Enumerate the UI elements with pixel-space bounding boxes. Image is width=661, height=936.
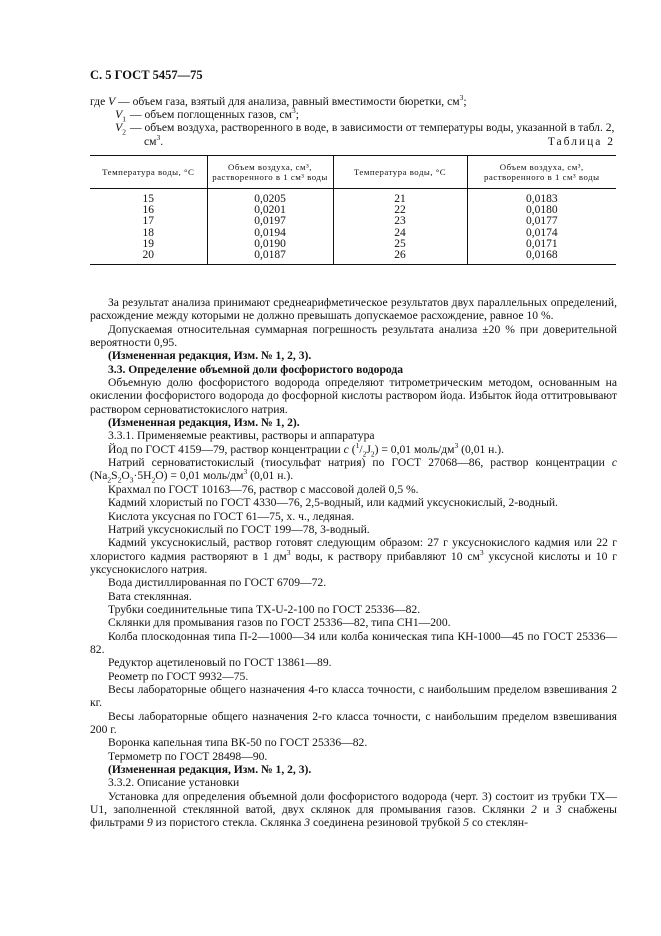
paragraph: Крахмал по ГОСТ 10163—76, раствор с массовой долей 0,5 %. — [108, 482, 419, 496]
definition-v1: $V_1$ — объем поглощенных газов, $см^3$; — [115, 106, 299, 124]
temperature-cell: 26 — [333, 250, 467, 265]
paragraph: Вода дистиллированная по ГОСТ 6709—72. — [108, 576, 327, 590]
temperature-cell: 15 — [142, 193, 154, 205]
header-air-volume: Объем воздуха, см³, растворенного в 1 см³ воды — [207, 156, 333, 189]
temperature-cell: 16 — [142, 204, 154, 217]
paragraph: Йод по ГОСТ 4159—79, раствор концентрации c $(^1/_2J_2) = 0,01$ моль/$дм^3$ (0,01 н.). — [108, 440, 505, 459]
air-volume-table — [90, 155, 616, 265]
table-row — [90, 189, 616, 206]
definition-v — [90, 95, 618, 108]
air-volume-cell: 0,0171 — [467, 239, 616, 250]
paragraph: Допускаемая относительная суммарная погрешность результата анализа ±20 % при доверительной вероятности 0,95. — [90, 322, 617, 350]
temperature-cell: 18 — [142, 226, 154, 239]
air-volume-cell: 0,0177 — [467, 216, 616, 227]
temperature-cell: 17 — [142, 215, 154, 228]
document-body — [90, 296, 617, 830]
air-volume-cell: 0,0197 — [207, 216, 333, 227]
amendment-note: (Измененная редакция, Изм. № 1, 2, 3). — [108, 349, 312, 363]
paragraph: Вата стеклянная. — [108, 589, 192, 603]
definition-text: — объем поглощенных газов, $см^3$; — [130, 106, 299, 122]
air-volume-cell: 0,0201 — [207, 205, 333, 216]
subsection-heading: 3.3.1. Применяемые реактивы, растворы и аппаратура — [108, 429, 375, 443]
air-volume-cell: 0,0205 — [207, 189, 333, 206]
temperature-cell: 21 — [333, 189, 467, 206]
air-volume-cell: 0,0174 — [467, 228, 616, 239]
air-volume-cell: 0,0180 — [467, 205, 616, 216]
section-heading: 3.3. Определение объемной доли фосфористого водорода — [108, 362, 404, 376]
air-volume-cell: 0,0168 — [467, 250, 616, 265]
temperature-cell: 19 — [142, 237, 154, 250]
paragraph: Объемную долю фосфористого водорода определяют титрометрическим методом, основанным на окислении фосфористого водорода до фосфорной кислоты раствором йода. Избыток йода оттитровывают раствором серноватистокислого натрия. — [90, 376, 617, 416]
subsection-heading: 3.3.2. Описание установки — [108, 776, 240, 790]
paragraph: Натрий уксуснокислый по ГОСТ 199—78, 3-водный. — [108, 522, 370, 536]
paragraph: Весы лабораторные общего назначения 4-го класса точности, с наибольшим пределом взвешивания 2 кг. — [90, 682, 617, 710]
temperature-cell: 22 — [333, 205, 467, 216]
paragraph: Кислота уксусная по ГОСТ 61—75, х. ч., ледяная. — [108, 509, 355, 523]
table-header-row — [90, 156, 616, 189]
temperature-cell: 23 — [333, 216, 467, 227]
air-volume-cell: 0,0190 — [207, 239, 333, 250]
temperature-cell: 20 — [90, 250, 207, 265]
paragraph: Кадмий уксуснокислый, раствор готовят следующим образом: 27 г уксуснокислого кадмия или 22 г хлористого кадмия растворяют в 1 $дм^3$ воды, к раствору прибавляют 10 $см^3$ уксусной кислоты и 10 г уксуснокислого натрия. — [90, 536, 617, 576]
definition-v2: $V_2$ — объем воздуха, растворенного в воде, в зависимости от температуры воды, указанной в табл. 2, $см^3$. — [115, 121, 615, 148]
air-volume-cell: 0,0183 — [467, 189, 616, 206]
temperature-cell: 25 — [333, 239, 467, 250]
definition-text: — объем воздуха, растворенного в воде, в зависимости от температуры воды, указанной в табл. 2, $см^3$. — [130, 121, 615, 148]
paragraph: За результат анализа принимают среднеарифметическое результатов двух параллельных определений, расхождение между которыми не должно превышать допускаемое расхождение, равное 10 %. — [90, 296, 617, 323]
air-volume-cell: 0,0194 — [207, 228, 333, 239]
variable-definitions — [90, 95, 618, 148]
table-row — [90, 216, 616, 227]
paragraph: Реометр по ГОСТ 9932—75. — [108, 669, 249, 683]
table-caption: Таблица 2 — [547, 136, 615, 148]
paragraph: Воронка капельная типа ВК-50 по ГОСТ 25336—82. — [108, 736, 368, 750]
header-temperature: Температура воды, °С — [333, 156, 467, 189]
table-row — [90, 250, 616, 265]
paragraph: Склянки для промывания газов по ГОСТ 25336—82, типа СН1—200. — [108, 616, 451, 630]
paragraph: Весы лабораторные общего назначения 2-го класса точности, с наибольшим пределом взвешивания 200 г. — [90, 709, 617, 736]
paragraph: Колба плоскодонная типа П-2—1000—34 или колба коническая типа КН-1000—45 по ГОСТ 25336—82. — [90, 629, 617, 656]
paragraph: Установка для определения объемной доли фосфористого водорода (черт. 3) состоит из трубки ТХ—U1, заполненной стеклянной ватой, двух склянок для промывания газов. Склянки 2 и 3 снабжены фильтрами 9 из пористого стекла. Склянка 3 соединена резиновой трубкой 5 со стеклян- — [90, 789, 617, 830]
paragraph: Кадмий хлористый по ГОСТ 4330—76, 2,5-водный, или кадмий уксуснокислый, 2-водный. — [108, 496, 558, 510]
temperature-cell: 24 — [333, 228, 467, 239]
air-volume-cell: 0,0187 — [207, 250, 333, 265]
header-temperature: Температура воды, °С — [90, 156, 207, 189]
paragraph: Термометр по ГОСТ 28498—90. — [108, 749, 268, 763]
amendment-note: (Измененная редакция, Изм. № 1, 2). — [108, 416, 300, 430]
paragraph: Натрий серноватистокислый (тиосульфат натрия) по ГОСТ 27068—86, раствор концентрации c $(Na_2S_2O_3\cdot 5H_2O) = 0,01$ моль/$дм^3$ (0,01 н.). — [90, 456, 617, 485]
amendment-note: (Измененная редакция, Изм. № 1, 2, 3). — [108, 763, 312, 777]
header-air-volume: Объем воздуха, см³, растворенного в 1 см³ воды — [467, 156, 616, 189]
paragraph: Трубки соединительные типа ТХ-U-2-100 по ГОСТ 25336—82. — [108, 602, 421, 616]
page-header: С. 5 ГОСТ 5457—75 — [90, 68, 203, 82]
paragraph: Редуктор ацетиленовый по ГОСТ 13861—89. — [108, 656, 332, 670]
definition-text: где V — объем газа, взятый для анализа, равный вместимости бюретки, $см^3$; — [90, 93, 467, 108]
